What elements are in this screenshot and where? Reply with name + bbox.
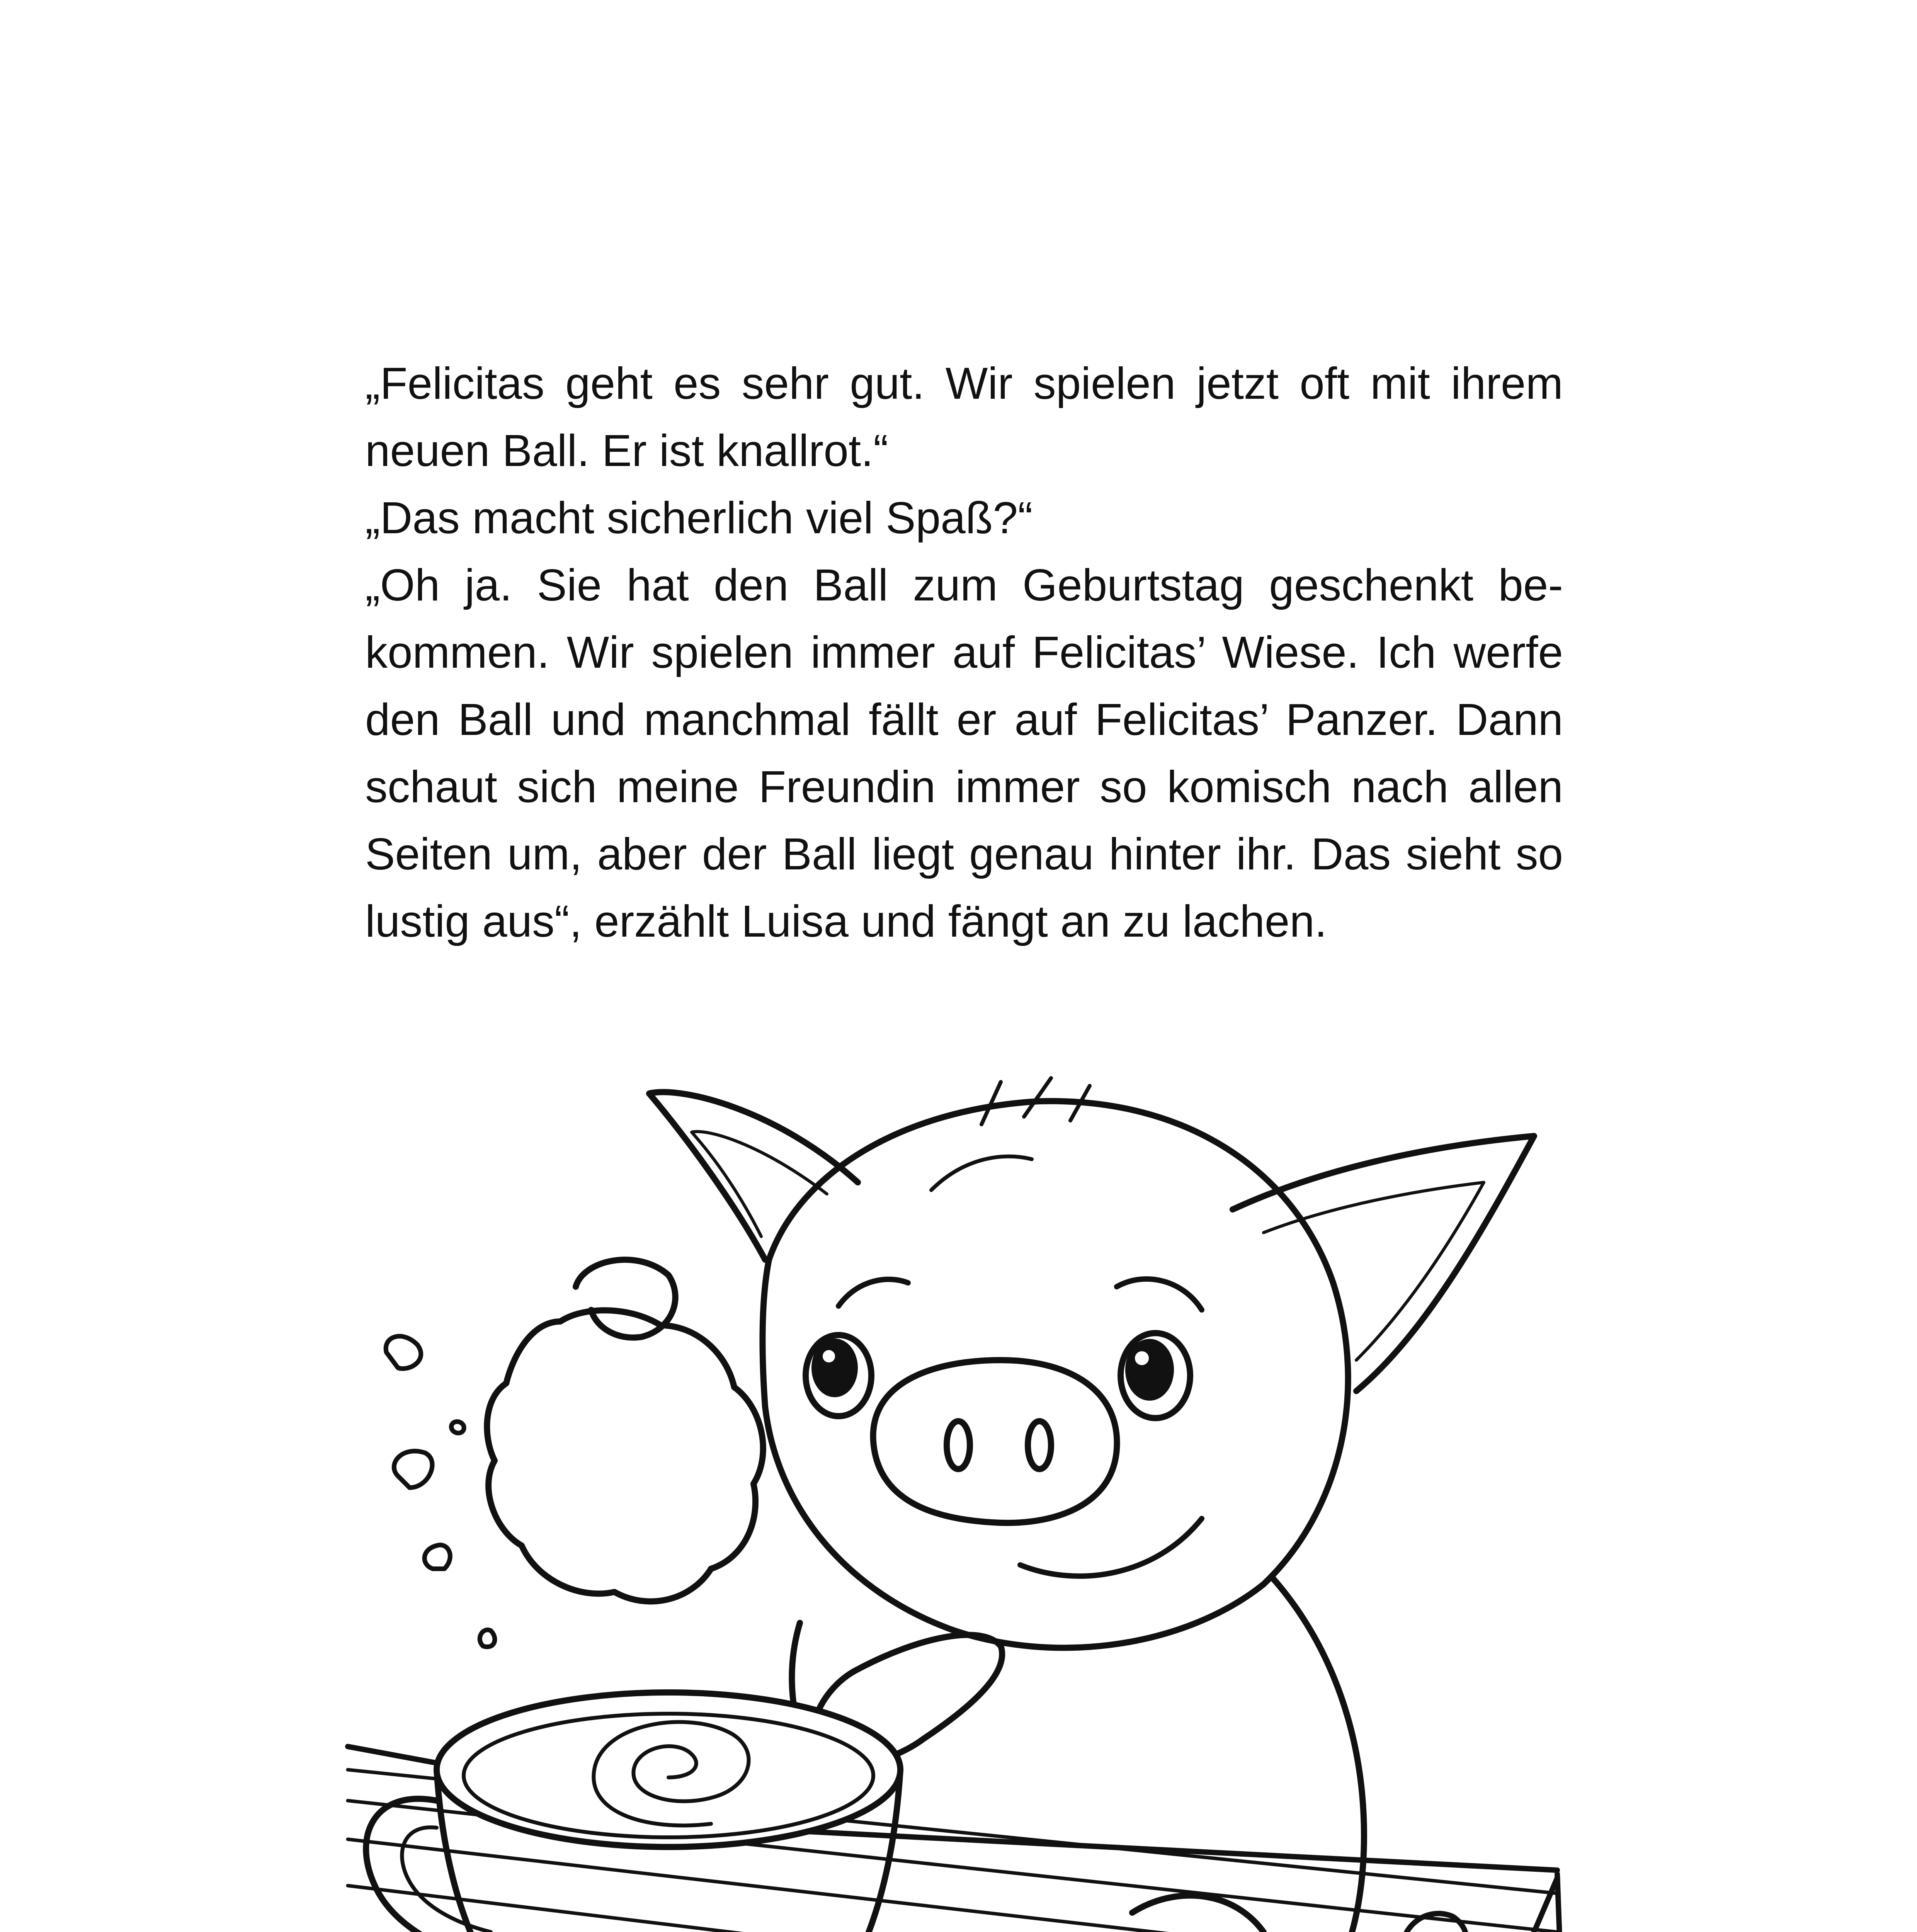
story-paragraph-3: „Oh ja. Sie hat den Ball zum Geburtstag geschenkt be-kommen. Wir spielen immer auf Felicitas’ Wiese. Ich werfe den Ball und manchmal fällt er auf Felicitas’ Panzer. Dann schaut sich meine Freundin immer so komisch nach allen Seiten um, aber der Ball liegt genau hinter ihr. Das sieht so lustig aus“, erzählt Luisa und fängt an zu lachen. [365,560,1563,946]
story-paragraph-1: „Felicitas geht es sehr gut. Wir spielen jetzt oft mit ihrem neuen Ball. Er ist knallrot.“ [365,358,1563,476]
piglet-with-teacup-icon [344,1043,1565,1932]
splash-drops [386,1336,495,1647]
story-paragraph-2: „Das macht sicherlich viel Spaß?“ [365,493,1033,543]
story-text [365,350,1563,955]
held-cookie-icon [487,1260,763,1601]
